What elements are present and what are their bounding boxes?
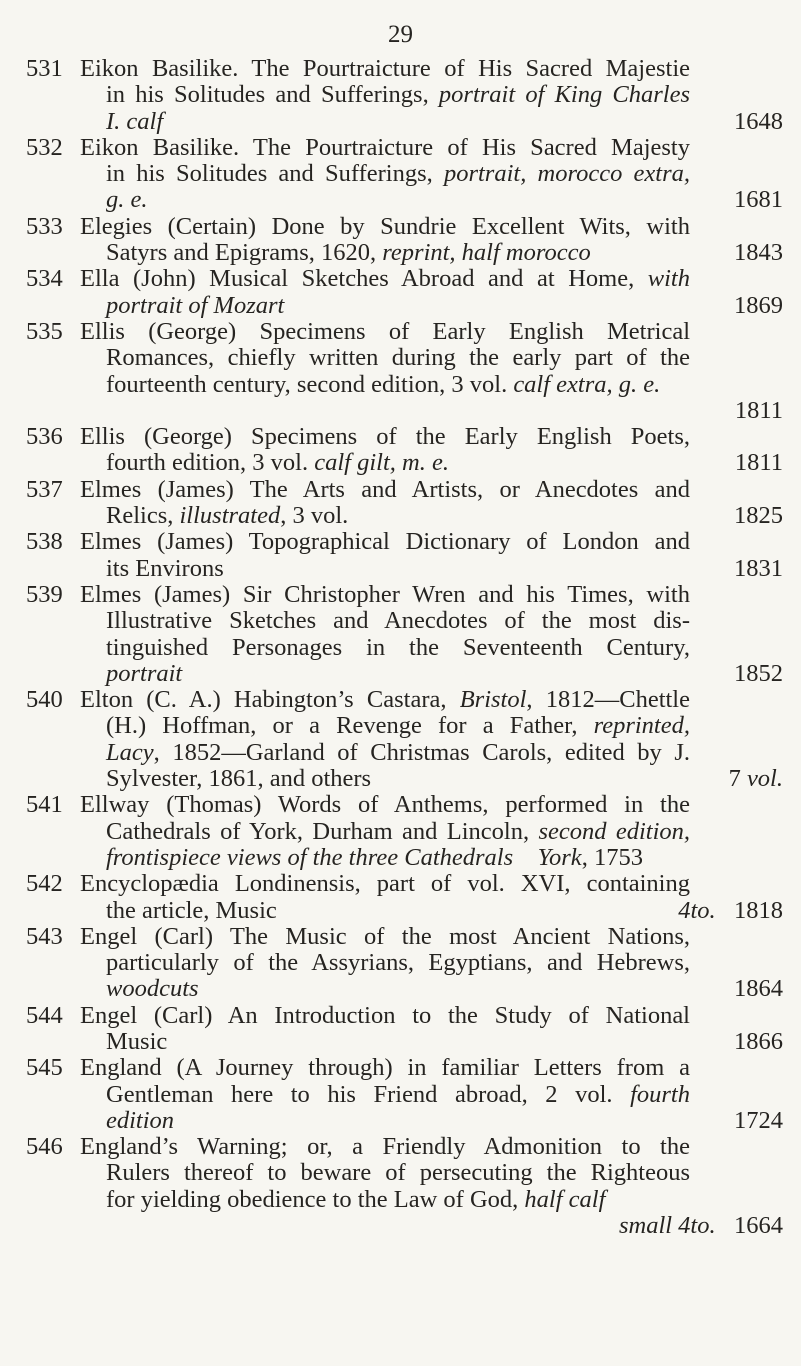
entry-line: I. calf 1648 bbox=[106, 107, 783, 135]
lot-number: 539 bbox=[26, 580, 63, 608]
catalogue-entry bbox=[0, 1055, 801, 1134]
entry-line: Ellis (George) Specimens of the Early English Poets, bbox=[80, 423, 690, 451]
entry-date: 1811 bbox=[734, 396, 783, 424]
entry-date: 1869 bbox=[734, 291, 783, 319]
entry-line: Eikon Basilike. The Pourtraicture of His Sacred Majesty bbox=[80, 133, 690, 161]
entry-line: Ellway (Thomas) Words of Anthems, performed in the bbox=[80, 791, 690, 819]
entry-date-line bbox=[0, 1213, 801, 1239]
lot-number: 531 bbox=[26, 55, 63, 82]
entry-line: Sylvester, 1861, and others 7 vol. bbox=[106, 765, 783, 793]
entry-line: (H.) Hoffman, or a Revenge for a Father, reprinted, bbox=[106, 712, 690, 740]
entry-line: fourth edition, 3 vol. calf gilt, m. e. 1811 bbox=[106, 449, 783, 477]
entry-line: g. e. 1681 bbox=[106, 186, 783, 214]
entry-date: 1648 bbox=[734, 107, 783, 135]
catalogue-entry bbox=[0, 1134, 801, 1239]
entry-line: Lacy, 1852—Garland of Christmas Carols, edited by J. bbox=[106, 738, 690, 766]
catalogue-entry bbox=[0, 214, 801, 267]
lot-number: 536 bbox=[26, 423, 63, 451]
entry-line: Romances, chiefly written during the early part of the bbox=[106, 344, 690, 372]
entry-date: 1681 bbox=[734, 186, 783, 214]
entry-date: 1843 bbox=[734, 239, 783, 267]
lot-number: 542 bbox=[26, 870, 63, 898]
entry-line: Music 1866 bbox=[106, 1027, 783, 1055]
lot-number: 533 bbox=[26, 212, 63, 240]
entry-line: Ella (John) Musical Sketches Abroad and at Home, with bbox=[80, 265, 690, 293]
entry-line: the article, Music 4to. 1818 bbox=[106, 896, 783, 924]
entry-line: Encyclopædia Londinensis, part of vol. XVI, containing bbox=[80, 870, 690, 898]
catalogue-entry bbox=[0, 266, 801, 319]
entry-date: 1831 bbox=[734, 554, 783, 582]
entry-date: 1866 bbox=[734, 1027, 783, 1055]
entry-line: Gentleman here to his Friend abroad, 2 vol. fourth bbox=[106, 1080, 690, 1108]
entry-line: fourteenth century, second edition, 3 vol. calf extra, g. e. bbox=[106, 370, 661, 398]
entry-line: frontispiece views of the three Cathedrals York, 1753 bbox=[106, 843, 643, 871]
lot-number: 544 bbox=[26, 1001, 63, 1029]
entry-line: Engel (Carl) An Introduction to the Study of National bbox=[80, 1001, 690, 1029]
entry-line: Engel (Carl) The Music of the most Ancient Nations, bbox=[80, 922, 690, 950]
entry-line: Elmes (James) Sir Christopher Wren and his Times, with bbox=[80, 580, 690, 608]
entry-line: its Environs 1831 bbox=[106, 554, 783, 582]
catalogue-entry bbox=[0, 529, 801, 582]
entry-date: 7 vol. bbox=[728, 765, 783, 793]
entry-line: Cathedrals of York, Durham and Lincoln, second edition, bbox=[106, 817, 690, 845]
lot-number: 541 bbox=[26, 791, 63, 819]
lot-number: 534 bbox=[26, 265, 63, 293]
entry-line: tinguished Personages in the Seventeenth Century, bbox=[106, 633, 690, 661]
catalogue-entry bbox=[0, 319, 801, 424]
catalogue-entry bbox=[0, 1003, 801, 1056]
entry-date-line bbox=[0, 398, 801, 424]
entry-date: 4to. 1818 bbox=[678, 896, 783, 924]
lot-number: 540 bbox=[26, 686, 63, 714]
entry-line: Rulers thereof to beware of persecuting the Righteous bbox=[106, 1159, 690, 1187]
entry-line: England (A Journey through) in familiar Letters from a bbox=[80, 1054, 690, 1082]
catalogue-entry bbox=[0, 924, 801, 1003]
lot-number: 535 bbox=[26, 317, 63, 345]
catalogue-entry bbox=[0, 477, 801, 530]
catalogue-entry bbox=[0, 56, 801, 135]
catalogue-entry bbox=[0, 871, 801, 924]
lot-number: 538 bbox=[26, 528, 63, 556]
catalogue-entry bbox=[0, 582, 801, 687]
entry-line: Ellis (George) Specimens of Early English Metrical bbox=[80, 317, 690, 345]
catalogue-entry bbox=[0, 135, 801, 214]
entry-line: woodcuts 1864 bbox=[106, 975, 783, 1003]
entry-line: edition 1724 bbox=[106, 1106, 783, 1134]
entry-line: Elmes (James) Topographical Dictionary of London and bbox=[80, 528, 690, 556]
entry-date: 1724 bbox=[734, 1106, 783, 1134]
lot-number: 532 bbox=[26, 133, 63, 161]
entry-line: Elton (C. A.) Habington’s Castara, Bristol, 1812—Chettle bbox=[80, 686, 690, 714]
entry-line: Relics, illustrated, 3 vol. 1825 bbox=[106, 502, 783, 530]
entry-line: portrait 1852 bbox=[106, 659, 783, 687]
catalogue-entries bbox=[0, 56, 801, 1239]
entry-line: in his Solitudes and Sufferings, portrait of King Charles bbox=[106, 81, 690, 109]
catalogue-entry bbox=[0, 424, 801, 477]
catalogue-entry bbox=[0, 792, 801, 871]
entry-line: Elegies (Certain) Done by Sundrie Excellent Wits, with bbox=[80, 212, 690, 240]
entry-date: 1825 bbox=[734, 502, 783, 530]
entry-date: small 4to. 1664 bbox=[618, 1212, 783, 1240]
entry-line: for yielding obedience to the Law of God, half calf bbox=[106, 1185, 606, 1213]
entry-line: portrait of Mozart 1869 bbox=[106, 291, 783, 319]
lot-number: 537 bbox=[26, 475, 63, 503]
entry-date: 1852 bbox=[734, 659, 783, 687]
entry-date: 1811 bbox=[734, 449, 783, 477]
entry-line: Satyrs and Epigrams, 1620, reprint, half morocco 1843 bbox=[106, 239, 783, 267]
entry-line: Elmes (James) The Arts and Artists, or Anecdotes and bbox=[80, 475, 690, 503]
lot-number: 545 bbox=[26, 1054, 63, 1082]
page-number: 29 bbox=[388, 21, 413, 48]
lot-number: 543 bbox=[26, 922, 63, 950]
entry-line: England’s Warning; or, a Friendly Admonition to the bbox=[80, 1133, 690, 1161]
entry-line: particularly of the Assyrians, Egyptians, and Hebrews, bbox=[106, 949, 690, 977]
entry-line: Illustrative Sketches and Anecdotes of the most dis- bbox=[106, 607, 690, 635]
entry-line: Eikon Basilike. The Pourtraicture of His Sacred Majestie bbox=[80, 55, 690, 82]
entry-line: in his Solitudes and Sufferings, portrait, morocco extra, bbox=[106, 160, 690, 188]
entry-date: 1864 bbox=[734, 975, 783, 1003]
catalogue-entry bbox=[0, 687, 801, 792]
lot-number: 546 bbox=[26, 1133, 63, 1161]
